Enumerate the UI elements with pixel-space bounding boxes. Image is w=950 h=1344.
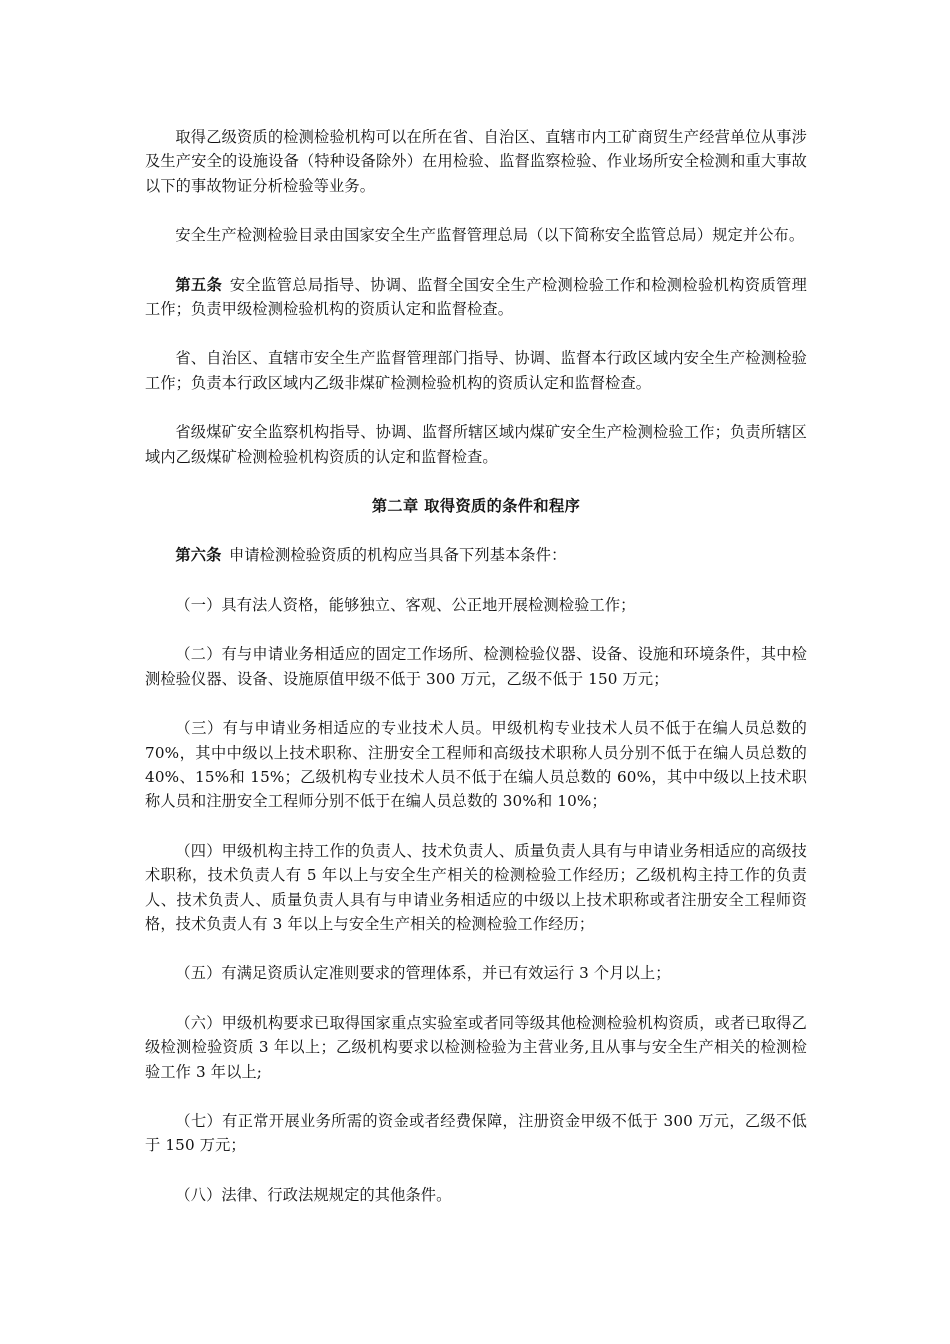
condition-1: （一）具有法人资格，能够独立、客观、公正地开展检测检验工作； xyxy=(175,595,636,614)
condition-3: （三）有与申请业务相适应的专业技术人员。甲级机构专业技术人员不低于在编人员总数的 70%，其中中级以上技术职称、注册安全工程师和高级技术职称人员分别不低于在编人员总数的 40%、15%和 15%；乙级机构专业技术人员不低于在编人员总数的 60%，其中中级以上技术职称人员和注册安全工程师分别不低于在编人员总数的 30%和 10%； xyxy=(145,719,807,811)
condition-7: （七）有正常开展业务所需的资金或者经费保障，注册资金甲级不低于 300 万元，乙级不低于 150 万元； xyxy=(145,1111,807,1155)
condition-2: （二）有与申请业务相适应的固定工作场所、检测检验仪器、设备、设施和环境条件，其中检测检验仪器、设备、设施原值甲级不低于 300 万元，乙级不低于 150 万元； xyxy=(145,645,807,688)
paragraph-provincial-dept: 省、自治区、直辖市安全生产监督管理部门指导、协调、监督本行政区域内安全生产检测检验工作；负责本行政区域内乙级非煤矿检测检验机构的资质认定和监督检查。 xyxy=(145,349,807,392)
article-6-number: 第六条 xyxy=(175,546,222,565)
chapter-2-title: 第二章 取得资质的条件和程序 xyxy=(371,497,581,516)
paragraph-grade-b-scope: 取得乙级资质的检测检验机构可以在所在省、自治区、直辖市内工矿商贸生产经营单位从事涉及生产安全的设施设备（特种设备除外）在用检验、监督监察检验、作业场所安全检测和重大事故以下的事故物证分析检验等业务。 xyxy=(145,128,807,195)
paragraph-catalog: 安全生产检测检验目录由国家安全生产监督管理总局（以下简称安全监管总局）规定并公布。 xyxy=(175,226,805,245)
article-6 xyxy=(145,543,807,567)
article-5-number: 第五条 xyxy=(175,275,223,294)
paragraph-coal-mine-agency: 省级煤矿安全监察机构指导、协调、监督所辖区域内煤矿安全生产检测检验工作；负责所辖区域内乙级煤矿检测检验机构资质的认定和监督检查。 xyxy=(145,423,807,466)
condition-4: （四）甲级机构主持工作的负责人、技术负责人、质量负责人具有与申请业务相适应的高级技术职称，技术负责人有 5 年以上与安全生产相关的检测检验工作经历；乙级机构主持工作的负责人、技术负责人、质量负责人具有与申请业务相适应的中级以上技术职称或者注册安全工程师资格，技术负责人有 3 年以上与安全生产相关的检测检验工作经历； xyxy=(145,841,807,933)
document-page xyxy=(145,125,807,1232)
condition-6: （六）甲级机构要求已取得国家重点实验室或者同等级其他检测检验机构资质，或者已取得乙级检测检验资质 3 年以上；乙级机构要求以检测检验为主营业务,且从事与安全生产相关的检测检验工作 3 年以上; xyxy=(145,1013,807,1081)
article-5 xyxy=(145,273,807,322)
article-5-text: 安全监管总局指导、协调、监督全国安全生产检测检验工作和检测检验机构资质管理工作；负责甲级检测检验机构的资质认定和监督检查。 xyxy=(145,275,807,319)
condition-5: （五）有满足资质认定准则要求的管理体系，并已有效运行 3 个月以上； xyxy=(175,964,671,983)
article-6-text: 申请检测检验资质的机构应当具备下列基本条件： xyxy=(229,546,567,565)
condition-8: （八）法律、行政法规规定的其他条件。 xyxy=(175,1185,452,1204)
